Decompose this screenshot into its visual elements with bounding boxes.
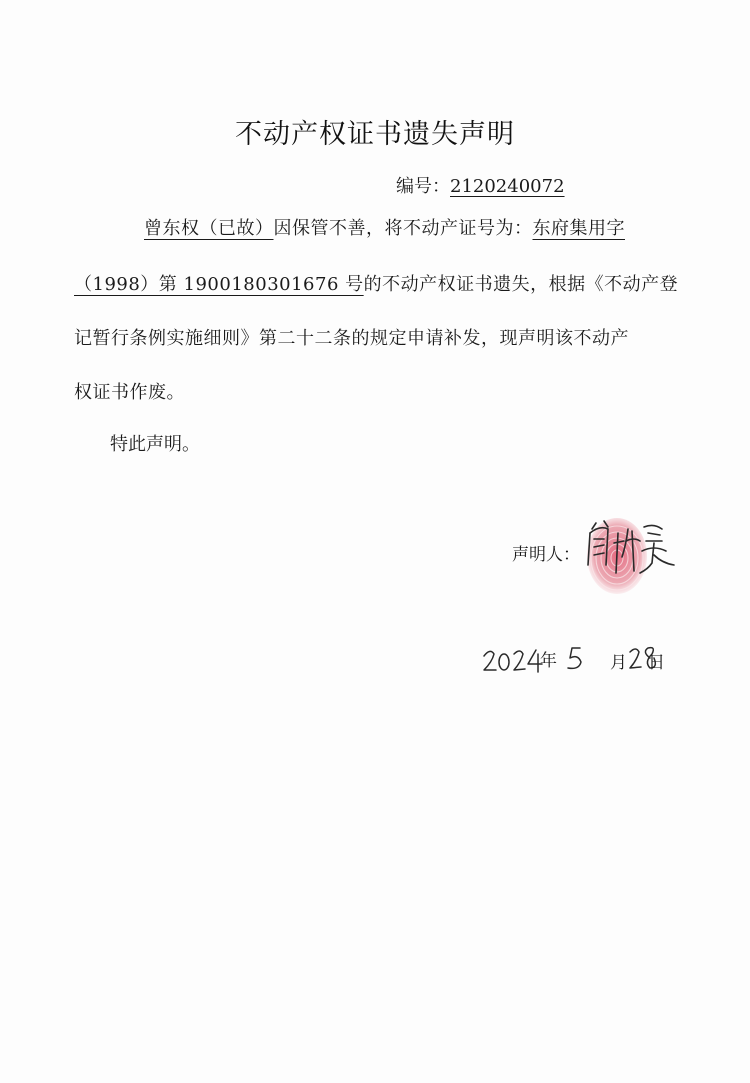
body-line-3: 记暂行条例实施细则》第二十二条的规定申请补发，现声明该不动产 [74, 328, 629, 349]
handwritten-signature [582, 515, 682, 585]
owner-name: 曾东权（已故） [144, 218, 274, 239]
body-text-2: 的不动产权证书遗失，根据《不动产登 [363, 274, 679, 295]
serial-number [396, 172, 565, 198]
document-title: 不动产权证书遗失声明 [235, 119, 515, 150]
body-text-1: 因保管不善，将不动产证号为： [273, 218, 533, 239]
body-line-4: 权证书作废。 [74, 382, 185, 403]
date-year-unit: 年 [540, 651, 557, 671]
date-month-unit: 月 [610, 653, 627, 673]
cert-number-part2: （1998）第 1900180301676 号 [74, 274, 364, 295]
body-line-1 [144, 214, 625, 240]
signer-label: 声明人： [512, 545, 580, 565]
serial-value: 2120240072 [450, 176, 565, 197]
closing-statement: 特此声明。 [110, 434, 200, 455]
date-day-unit: 日 [648, 653, 665, 673]
serial-label: 编号： [396, 176, 450, 197]
cert-number-part1: 东府集用字 [532, 218, 625, 239]
body-line-2 [74, 270, 678, 296]
